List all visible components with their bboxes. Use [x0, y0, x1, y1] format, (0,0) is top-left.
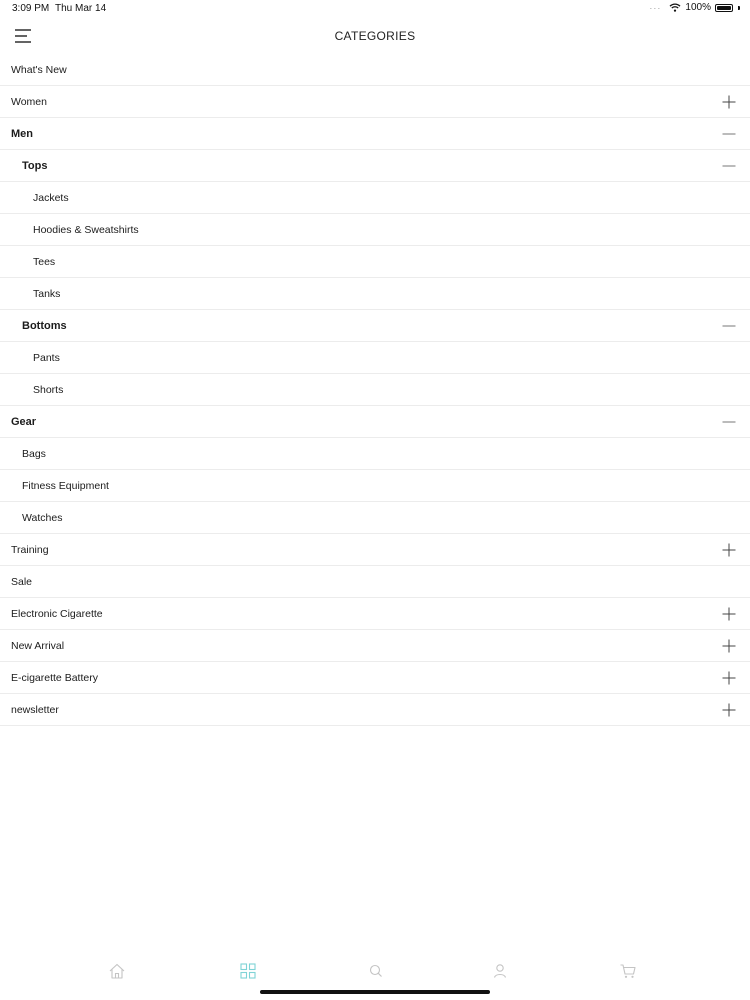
category-label: Tanks	[33, 287, 61, 300]
category-watches[interactable]	[0, 502, 750, 534]
category-label: Watches	[22, 511, 63, 524]
category-new-arrival[interactable]	[0, 630, 750, 662]
expand-plus-icon[interactable]	[722, 703, 736, 717]
category-shorts[interactable]	[0, 374, 750, 406]
category-label: Bottoms	[22, 319, 67, 332]
category-electronic-cigarette[interactable]	[0, 598, 750, 630]
category-bottoms[interactable]	[0, 310, 750, 342]
cart-icon	[618, 961, 638, 981]
categories-grid-icon	[238, 961, 258, 981]
category-label: Pants	[33, 351, 60, 364]
battery-percent: 100%	[685, 2, 711, 13]
category-label: Training	[11, 543, 49, 556]
category-label: What's New	[11, 63, 67, 76]
tab-cart[interactable]	[618, 961, 638, 981]
tab-account[interactable]	[490, 961, 510, 981]
category-label: Sale	[11, 575, 33, 588]
category-label: Hoodies & Sweatshirts	[33, 223, 139, 236]
category-label: E-cigarette Battery	[11, 671, 98, 684]
category-label: Men	[11, 127, 33, 140]
search-icon	[366, 961, 386, 981]
category-sale[interactable]	[0, 566, 750, 598]
home-icon	[107, 961, 127, 981]
category-label: Shorts	[33, 383, 64, 396]
category-what-s-new[interactable]	[0, 54, 750, 86]
wifi-icon	[669, 3, 681, 12]
category-women[interactable]	[0, 86, 750, 118]
collapse-minus-icon[interactable]	[722, 127, 736, 141]
navigation-bar	[0, 18, 750, 54]
category-jackets[interactable]	[0, 182, 750, 214]
expand-plus-icon[interactable]	[722, 543, 736, 557]
category-label: Tees	[33, 255, 56, 268]
category-label: newsletter	[11, 703, 59, 716]
category-pants[interactable]	[0, 342, 750, 374]
category-e-cigarette-battery[interactable]	[0, 662, 750, 694]
status-date: Thu Mar 14	[55, 3, 107, 14]
expand-plus-icon[interactable]	[722, 95, 736, 109]
expand-plus-icon[interactable]	[722, 607, 736, 621]
category-list	[0, 54, 750, 726]
category-men[interactable]	[0, 118, 750, 150]
category-tops[interactable]	[0, 150, 750, 182]
battery-tip	[738, 6, 740, 10]
status-indicators	[649, 2, 740, 13]
category-label: Bags	[22, 447, 46, 460]
category-label: Fitness Equipment	[22, 479, 109, 492]
home-indicator	[260, 990, 490, 994]
page-title: CATEGORIES	[334, 29, 416, 43]
tab-categories-grid[interactable]	[238, 961, 258, 981]
category-training[interactable]	[0, 534, 750, 566]
category-label: Jackets	[33, 191, 69, 204]
collapse-minus-icon[interactable]	[722, 415, 736, 429]
status-time: 3:09 PM	[12, 3, 50, 14]
category-hoodies-and-sweatshirts[interactable]	[0, 214, 750, 246]
collapse-minus-icon[interactable]	[722, 159, 736, 173]
category-label: Electronic Cigarette	[11, 607, 103, 620]
tab-home[interactable]	[107, 961, 127, 981]
status-bar	[0, 0, 750, 18]
expand-plus-icon[interactable]	[722, 671, 736, 685]
tab-search[interactable]	[366, 961, 386, 981]
category-label: New Arrival	[11, 639, 65, 652]
category-newsletter[interactable]	[0, 694, 750, 726]
category-tees[interactable]	[0, 246, 750, 278]
multitasking-dots-icon: ···	[649, 2, 662, 13]
category-bags[interactable]	[0, 438, 750, 470]
category-tanks[interactable]	[0, 278, 750, 310]
account-icon	[490, 961, 510, 981]
category-fitness-equipment[interactable]	[0, 470, 750, 502]
tab-bar	[0, 955, 750, 987]
category-label: Women	[11, 95, 47, 108]
expand-plus-icon[interactable]	[722, 639, 736, 653]
category-label: Tops	[22, 159, 48, 172]
battery-icon	[715, 4, 733, 12]
collapse-minus-icon[interactable]	[722, 319, 736, 333]
category-gear[interactable]	[0, 406, 750, 438]
category-label: Gear	[11, 415, 37, 428]
